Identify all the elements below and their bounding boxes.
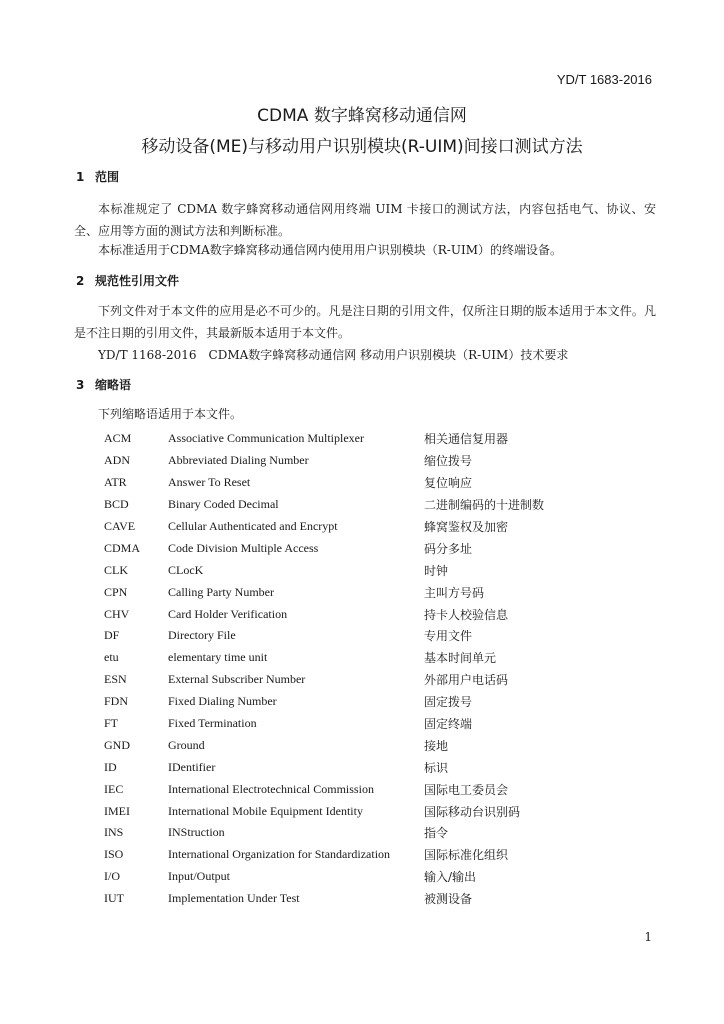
chinese-term-cell: 外部用户电话码 [424, 673, 509, 688]
chinese-term-cell: 持卡人校验信息 [424, 607, 509, 622]
english-term-cell: Answer To Reset [168, 475, 251, 490]
table-row [104, 691, 594, 713]
chinese-term-cell: 输入/输出 [424, 870, 477, 885]
document-title-line1: CDMA 数字蜂窝移动通信网 [257, 106, 467, 126]
section-number: 3 [76, 378, 85, 392]
chinese-term-cell: 复位响应 [424, 476, 473, 491]
section-2-paragraph-1: 下列文件对于本文件的应用是必不可少的。凡是注日期的引用文件，仅所注日期的版本适用于本文件。凡是不注日期的引用文件，其最新版本适用于本文件。 [74, 304, 656, 340]
section-1-paragraph-2: 本标准适用于CDMA数字蜂窝移动通信网内使用用户识别模块（R-UIM）的终端设备。 [98, 243, 562, 257]
chinese-term-cell: 被测设备 [424, 892, 473, 907]
abbreviations-table [104, 428, 594, 910]
english-term-cell: International Organization for Standardization [168, 847, 391, 862]
abbreviation-cell: INS [104, 825, 124, 840]
chinese-term-cell: 主叫方号码 [424, 585, 485, 600]
abbreviation-cell: IUT [104, 891, 124, 906]
page-number: 1 [644, 930, 652, 944]
table-row [104, 866, 594, 888]
table-row [104, 713, 594, 735]
table-row [104, 734, 594, 756]
chinese-term-cell: 相关通信复用器 [424, 432, 509, 447]
abbreviation-cell: BCD [104, 497, 129, 512]
abbreviation-cell: ESN [104, 672, 127, 687]
english-term-cell: INStruction [168, 825, 225, 840]
table-row [104, 537, 594, 559]
table-row [104, 428, 594, 450]
english-term-cell: Binary Coded Decimal [168, 497, 279, 512]
table-row [104, 647, 594, 669]
chinese-term-cell: 接地 [424, 738, 449, 753]
table-row [104, 778, 594, 800]
english-term-cell: Cellular Authenticated and Encrypt [168, 519, 338, 533]
abbreviation-cell: CAVE [104, 519, 136, 533]
abbreviation-cell: FDN [104, 694, 129, 709]
table-row [104, 450, 594, 472]
table-row [104, 603, 594, 625]
section-3-heading [76, 376, 131, 393]
standard-code: YD/T 1683-2016 [556, 72, 652, 87]
abbreviation-cell: ADN [104, 453, 130, 468]
abbreviation-cell: I/O [104, 869, 120, 884]
section-2-heading [76, 272, 179, 289]
section-title: 范围 [95, 170, 120, 184]
chinese-term-cell: 固定终端 [424, 717, 473, 732]
table-row [104, 559, 594, 581]
abbreviation-cell: IEC [104, 781, 124, 796]
abbreviation-cell: CLK [104, 562, 128, 577]
section-number: 2 [76, 274, 85, 288]
english-term-cell: Calling Party Number [168, 584, 274, 599]
section-title: 缩略语 [95, 378, 132, 392]
english-term-cell: International Electrotechnical Commission [168, 781, 374, 796]
table-row [104, 844, 594, 866]
abbreviation-cell: CDMA [104, 540, 141, 555]
chinese-term-cell: 专用文件 [424, 629, 473, 644]
chinese-term-cell: 固定拨号 [424, 695, 473, 710]
table-row [104, 800, 594, 822]
table-row [104, 516, 594, 538]
abbreviation-cell: ID [104, 759, 117, 774]
table-row [104, 472, 594, 494]
abbreviation-cell: CPN [104, 584, 128, 599]
abbreviation-cell: IMEI [104, 803, 130, 818]
document-title-line2: 移动设备(ME)与移动用户识别模块(R-UIM)间接口测试方法 [141, 137, 583, 157]
english-term-cell: CLocK [168, 562, 204, 577]
section-title: 规范性引用文件 [95, 274, 180, 288]
english-term-cell: Directory File [168, 628, 236, 643]
chinese-term-cell: 国际移动台识别码 [424, 804, 521, 819]
chinese-term-cell: 蜂窝鉴权及加密 [424, 520, 509, 534]
english-term-cell: IDentifier [168, 759, 216, 774]
english-term-cell: Implementation Under Test [168, 891, 300, 906]
normative-reference: YD/T 1168-2016 CDMA数字蜂窝移动通信网 移动用户识别模块（R-UIM）技术要求 [98, 348, 569, 362]
chinese-term-cell: 国际标准化组织 [424, 848, 509, 863]
abbreviation-cell: ATR [104, 475, 127, 490]
english-term-cell: International Mobile Equipment Identity [168, 803, 363, 818]
abbreviation-cell: DF [104, 628, 120, 643]
table-row [104, 669, 594, 691]
english-term-cell: Abbreviated Dialing Number [168, 453, 309, 468]
english-term-cell: Code Division Multiple Access [168, 540, 319, 555]
english-term-cell: External Subscriber Number [168, 672, 306, 687]
english-term-cell: Input/Output [168, 869, 230, 884]
table-row [104, 756, 594, 778]
chinese-term-cell: 基本时间单元 [424, 651, 497, 666]
english-term-cell: Fixed Dialing Number [168, 694, 277, 709]
english-term-cell: Associative Communication Multiplexer [168, 431, 364, 446]
english-term-cell: Ground [168, 737, 205, 752]
chinese-term-cell: 码分多址 [424, 541, 473, 556]
english-term-cell: elementary time unit [168, 650, 268, 665]
chinese-term-cell: 缩位拨号 [424, 454, 473, 469]
table-row [104, 888, 594, 910]
english-term-cell: Card Holder Verification [168, 606, 288, 621]
chinese-term-cell: 指令 [424, 826, 449, 841]
table-row [104, 494, 594, 516]
abbreviation-cell: ACM [104, 431, 132, 446]
section-number: 1 [76, 170, 85, 184]
chinese-term-cell: 国际电工委员会 [424, 782, 509, 797]
abbreviation-cell: GND [104, 737, 130, 752]
abbreviation-cell: ISO [104, 847, 124, 862]
abbreviations-intro: 下列缩略语适用于本文件。 [98, 407, 243, 421]
abbreviation-cell: CHV [104, 606, 130, 621]
abbreviation-cell: etu [104, 650, 119, 665]
table-row [104, 822, 594, 844]
chinese-term-cell: 时钟 [424, 563, 449, 578]
table-row [104, 625, 594, 647]
english-term-cell: Fixed Termination [168, 716, 257, 731]
chinese-term-cell: 二进制编码的十进制数 [424, 498, 545, 513]
section-1-heading [76, 168, 119, 185]
table-row [104, 581, 594, 603]
section-1-paragraph-1: 本标准规定了 CDMA 数字蜂窝移动通信网用终端 UIM 卡接口的测试方法，内容包括电气、协议、安全、应用等方面的测试方法和判断标准。 [74, 202, 656, 238]
abbreviation-cell: FT [104, 716, 119, 731]
chinese-term-cell: 标识 [424, 760, 449, 775]
